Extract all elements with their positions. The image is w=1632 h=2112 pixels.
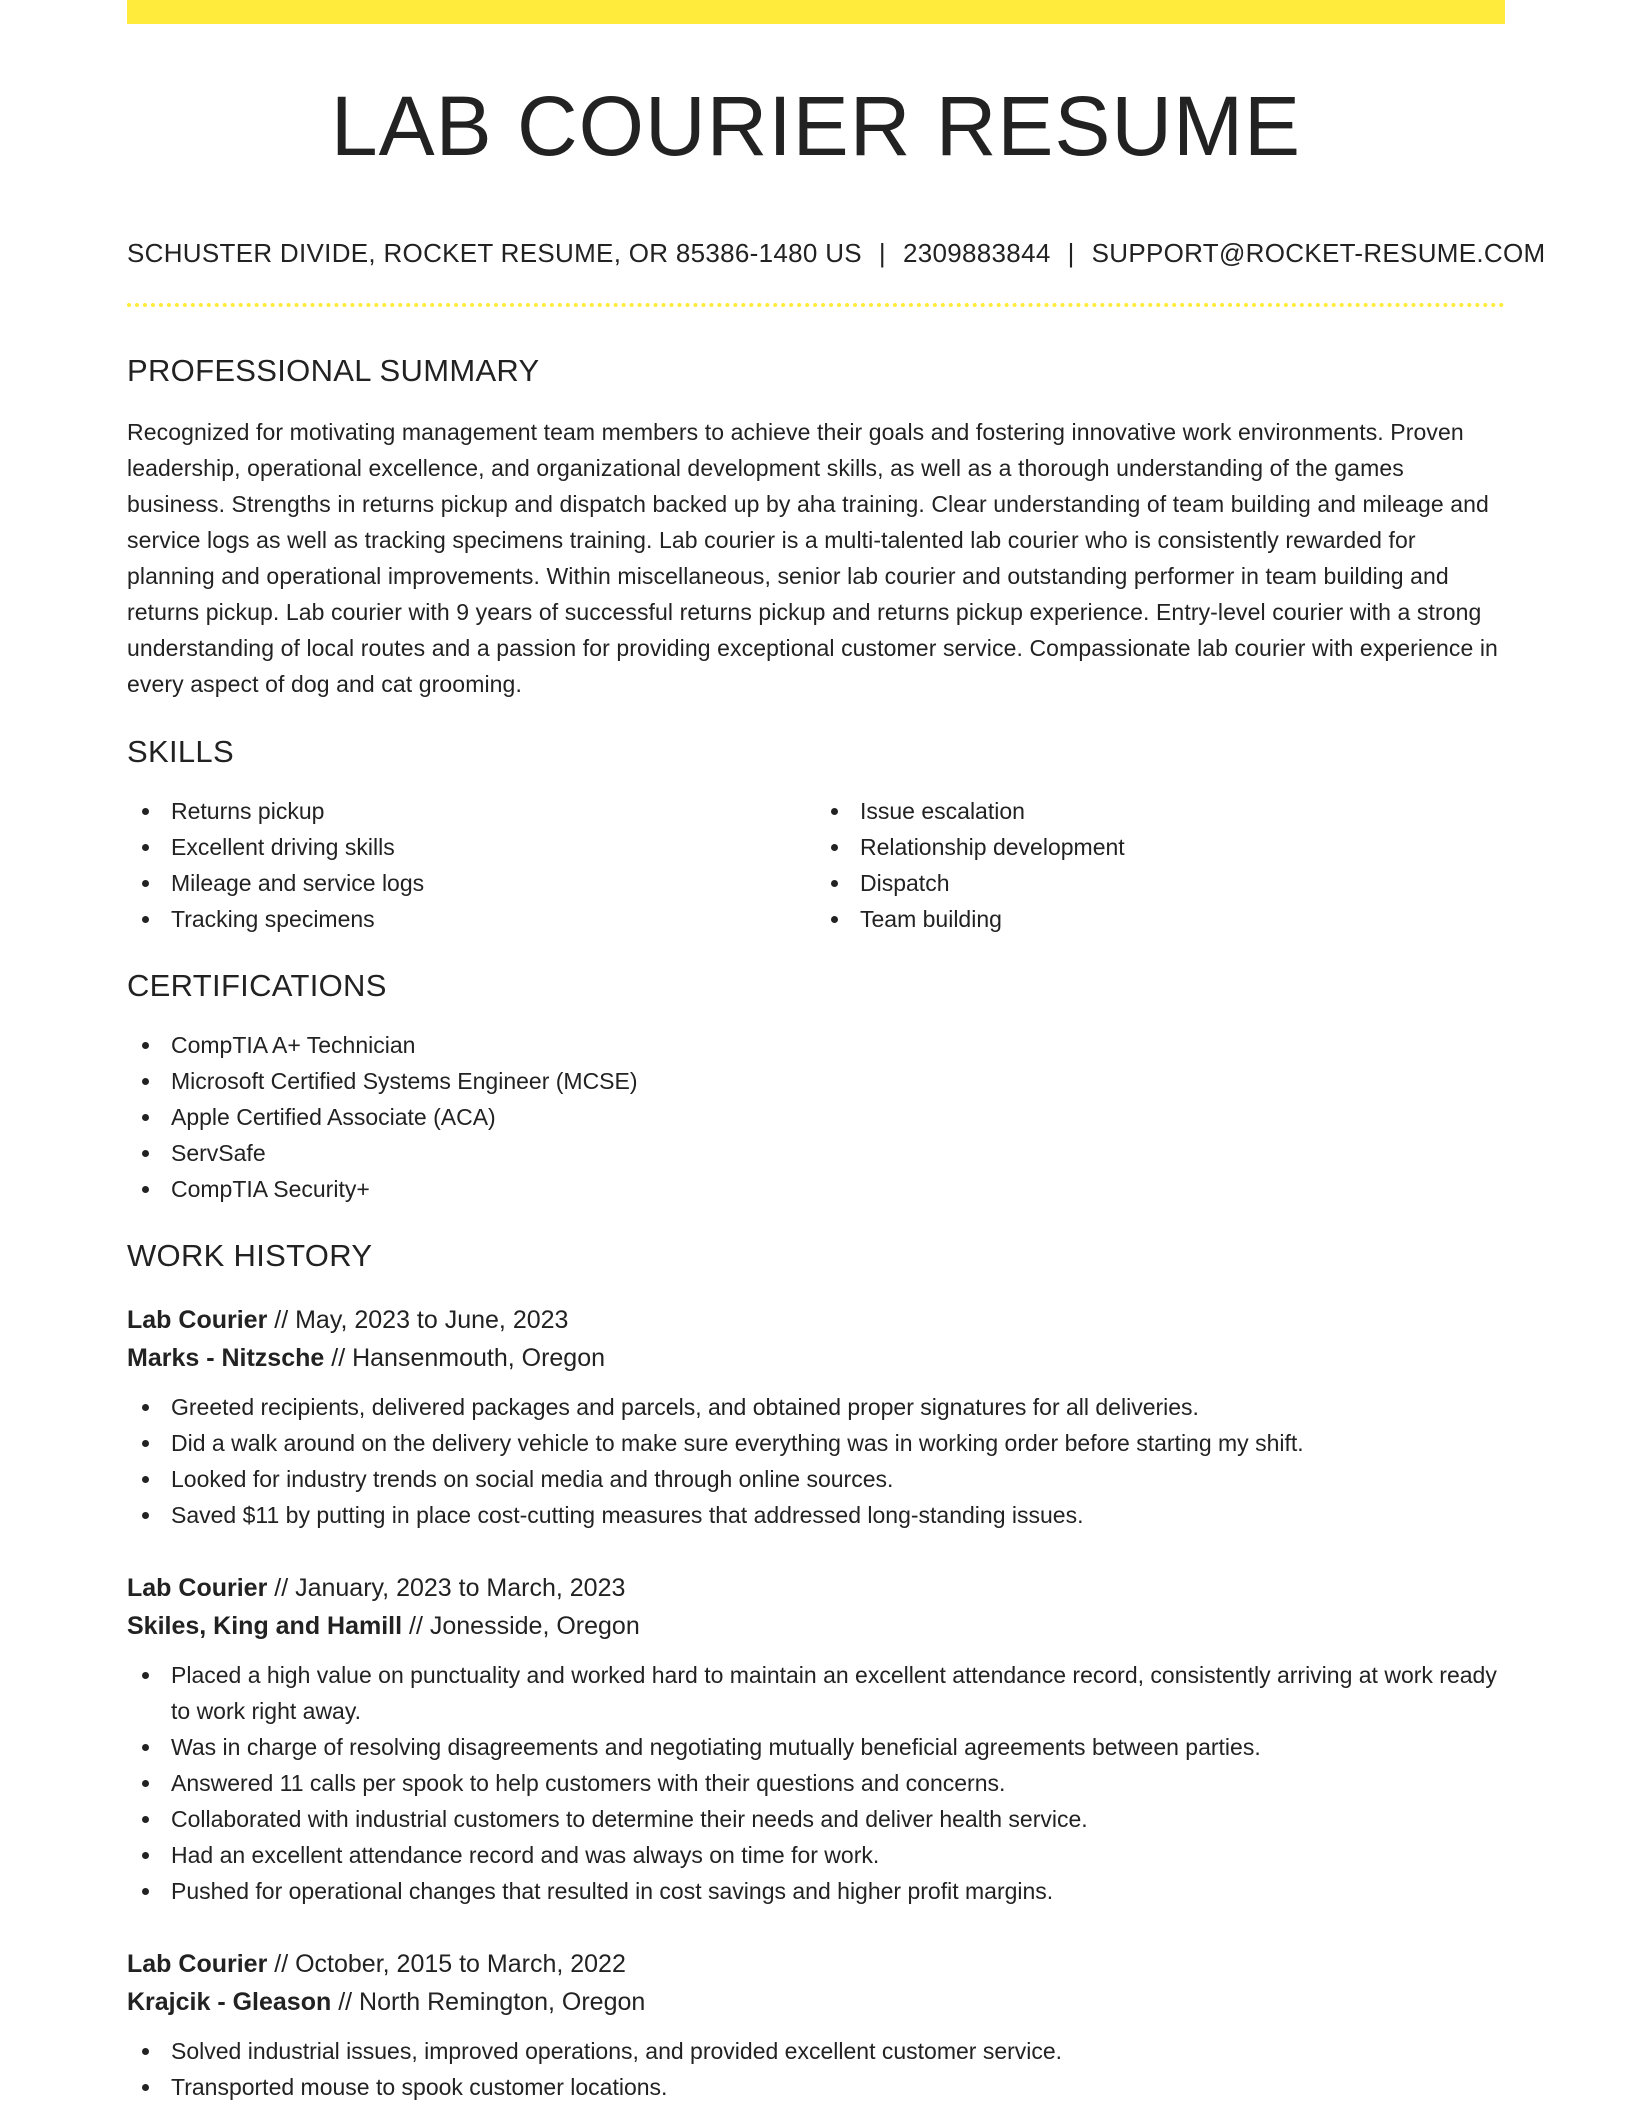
- job-title-line: [127, 1945, 1505, 1983]
- job-duty: Placed a high value on punctuality and worked hard to maintain an excellent attendance record, consistently arriving at work ready to work right away.: [127, 1657, 1505, 1729]
- job-duty: Transported mouse to spook customer locations.: [127, 2069, 1505, 2105]
- job-duty: Greeted recipients, delivered packages and parcels, and obtained proper signatures for all deliveries.: [127, 1389, 1505, 1425]
- separator: //: [402, 1612, 430, 1640]
- job-entry: [127, 1301, 1505, 1533]
- job-duty: Had an excellent attendance record and was always on time for work.: [127, 1837, 1505, 1873]
- work-history-heading: WORK HISTORY: [127, 1238, 373, 1273]
- contact-address: SCHUSTER DIVIDE, ROCKET RESUME, OR 85386-1480 US: [127, 238, 862, 268]
- job-title-line: [127, 1569, 1505, 1607]
- skill-item: Relationship development: [816, 829, 1505, 865]
- job-title-line: [127, 1301, 1505, 1339]
- separator: //: [267, 1950, 296, 1978]
- job-title: Lab Courier: [127, 1950, 268, 1978]
- separator: //: [324, 1344, 353, 1372]
- contact-separator: |: [878, 238, 886, 268]
- certification-item: CompTIA A+ Technician: [127, 1027, 1505, 1063]
- certification-item: ServSafe: [127, 1135, 1505, 1171]
- summary-heading: PROFESSIONAL SUMMARY: [127, 353, 540, 388]
- skill-item: Returns pickup: [127, 793, 816, 829]
- job-dates: October, 2015 to March, 2022: [295, 1950, 626, 1978]
- job-title: Lab Courier: [127, 1574, 268, 1602]
- job-duties: [127, 2033, 1505, 2105]
- job-entry: [127, 1569, 1505, 1909]
- resume-page: [127, 0, 1546, 2105]
- job-duties: [127, 1389, 1505, 1533]
- skills-column-left: [127, 793, 816, 937]
- resume-title: LAB COURIER RESUME: [330, 79, 1302, 173]
- accent-bar: [127, 0, 1505, 24]
- contact-phone: 2309883844: [902, 238, 1051, 268]
- contact-email: SUPPORT@ROCKET-RESUME.COM: [1091, 238, 1546, 268]
- job-location: North Remington, Oregon: [359, 1988, 646, 2016]
- skill-item: Team building: [816, 901, 1505, 937]
- job-company: Skiles, King and Hamill: [127, 1612, 403, 1640]
- certification-item: CompTIA Security+: [127, 1171, 1505, 1207]
- job-duty: Looked for industry trends on social media and through online sources.: [127, 1461, 1505, 1497]
- job-duty: Did a walk around on the delivery vehicle to make sure everything was in working order before starting my shift.: [127, 1425, 1505, 1461]
- job-duty: Collaborated with industrial customers to determine their needs and deliver health service.: [127, 1801, 1505, 1837]
- job-dates: May, 2023 to June, 2023: [295, 1306, 569, 1334]
- job-dates: January, 2023 to March, 2023: [295, 1574, 626, 1602]
- contact-separator: |: [1067, 238, 1075, 268]
- separator: //: [331, 1988, 360, 2016]
- certification-item: Microsoft Certified Systems Engineer (MCSE): [127, 1063, 1505, 1099]
- job-duty: Was in charge of resolving disagreements and negotiating mutually beneficial agreements between parties.: [127, 1729, 1505, 1765]
- skill-item: Issue escalation: [816, 793, 1505, 829]
- job-duties: [127, 1657, 1505, 1909]
- job-company: Marks - Nitzsche: [127, 1344, 325, 1372]
- job-duty: Solved industrial issues, improved operations, and provided excellent customer service.: [127, 2033, 1505, 2069]
- separator: //: [267, 1306, 296, 1334]
- job-company-line: [127, 1607, 1505, 1645]
- skill-item: Excellent driving skills: [127, 829, 816, 865]
- job-title: Lab Courier: [127, 1306, 268, 1334]
- certification-item: Apple Certified Associate (ACA): [127, 1099, 1505, 1135]
- skills-list: [127, 793, 1505, 937]
- skills-heading: SKILLS: [127, 734, 234, 769]
- skill-item: Dispatch: [816, 865, 1505, 901]
- skill-item: Mileage and service logs: [127, 865, 816, 901]
- job-company-line: [127, 1983, 1505, 2021]
- job-duty: Answered 11 calls per spook to help customers with their questions and concerns.: [127, 1765, 1505, 1801]
- skill-item: Tracking specimens: [127, 901, 816, 937]
- job-duty: Pushed for operational changes that resulted in cost savings and higher profit margins.: [127, 1873, 1505, 1909]
- job-location: Hansenmouth, Oregon: [352, 1344, 606, 1372]
- separator: //: [267, 1574, 296, 1602]
- job-location: Jonesside, Oregon: [429, 1612, 640, 1640]
- skills-column-right: [816, 793, 1505, 937]
- job-company-line: [127, 1339, 1505, 1377]
- dotted-divider: [127, 303, 1505, 307]
- certifications-heading: CERTIFICATIONS: [127, 968, 387, 1003]
- certifications-list: [127, 1027, 1505, 1207]
- summary-text: Recognized for motivating management team members to achieve their goals and fostering innovative work environments. Proven leadership, operational excellence, and organizational development skills, as well as a thorough understanding of the games business. Strengths in returns pickup and dispatch backed up by aha training. Clear understanding of team building and mileage and service logs as well as tracking specimens training. Lab courier is a multi-talented lab courier who is consistently rewarded for planning and operational improvements. Within miscellaneous, senior lab courier and outstanding performer in team building and returns pickup. Lab courier with 9 years of successful returns pickup and returns pickup experience. Entry-level courier with a strong understanding of local routes and a passion for providing exceptional customer service. Compassionate lab courier with experience in every aspect of dog and cat grooming.: [127, 419, 1498, 697]
- contact-line: [127, 238, 1546, 268]
- job-entry: [127, 1945, 1505, 2105]
- job-duty: Saved $11 by putting in place cost-cutting measures that addressed long-standing issues.: [127, 1497, 1505, 1533]
- job-company: Krajcik - Gleason: [127, 1988, 332, 2016]
